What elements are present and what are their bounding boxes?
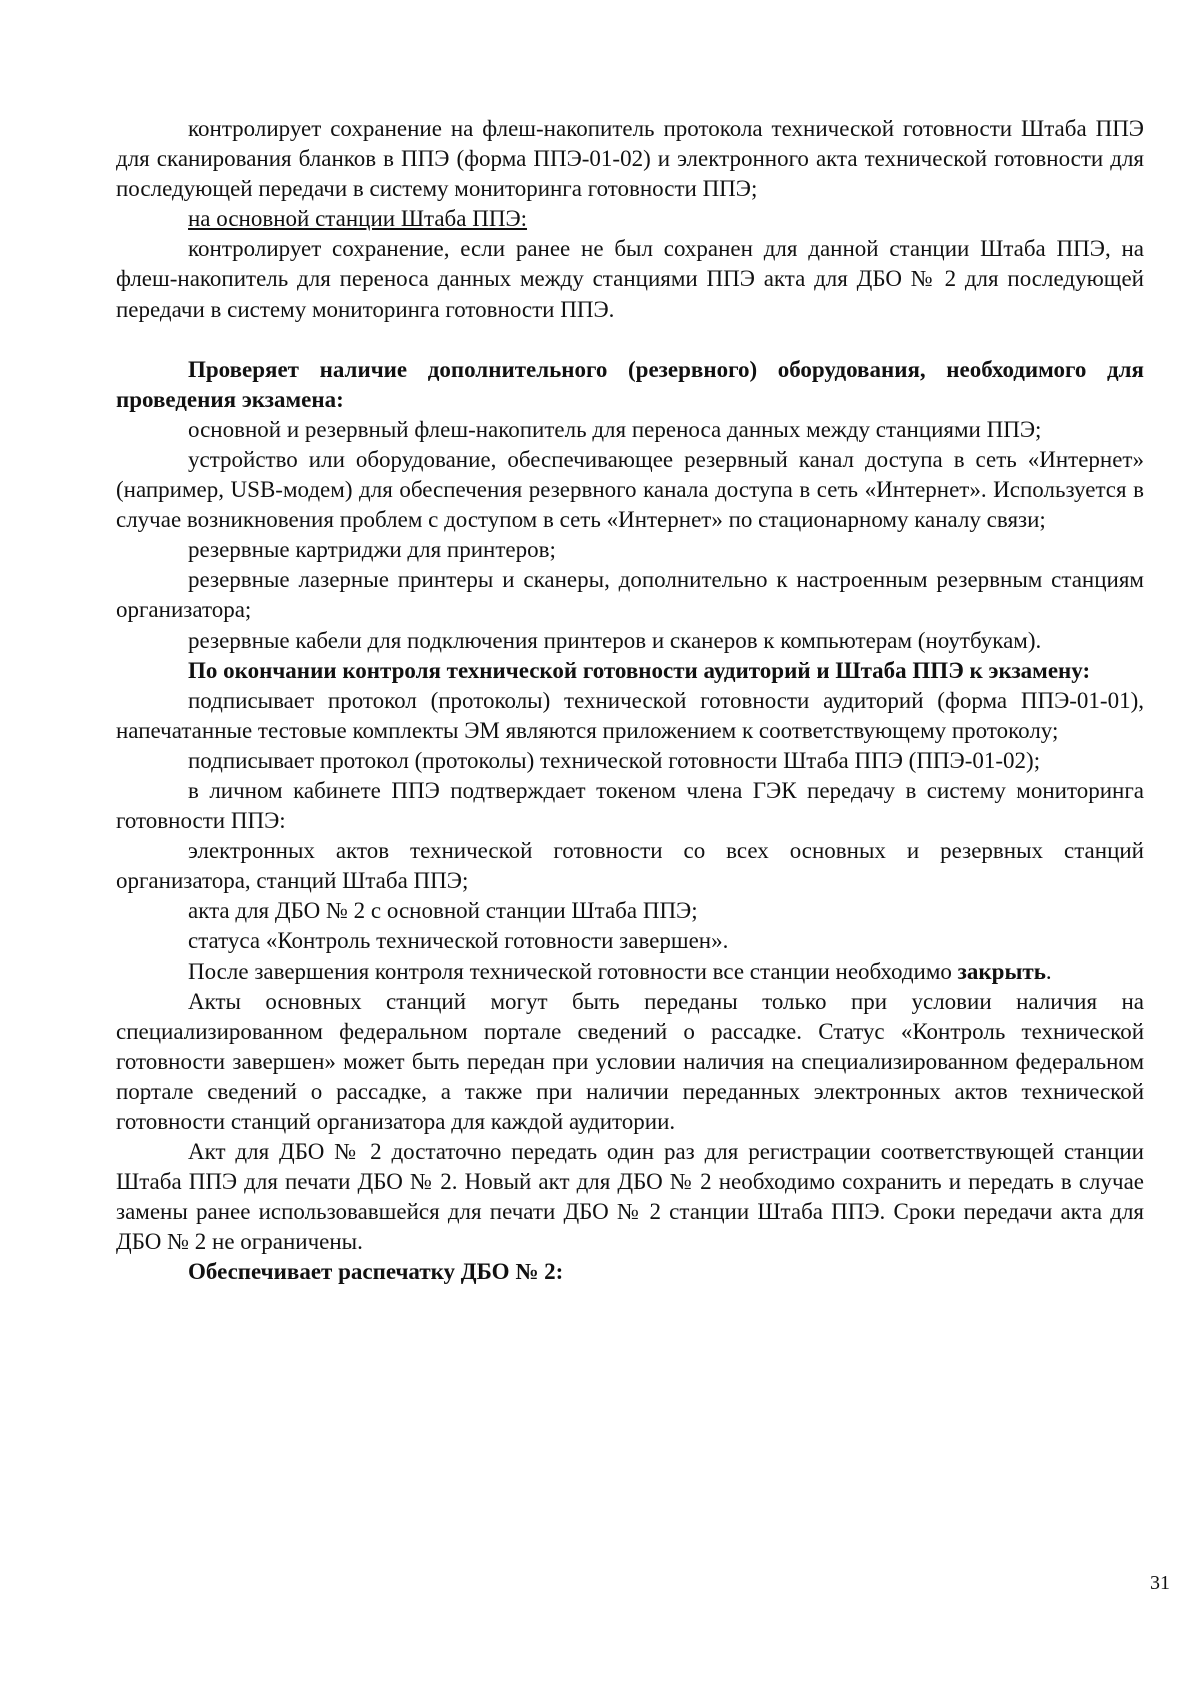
document-body <box>116 114 1144 1288</box>
paragraph: подписывает протокол (протоколы) технической готовности аудиторий (форма ППЭ-01-01), напечатанные тестовые комплекты ЭМ являются приложением к соответствующему протоколу; <box>116 687 1144 743</box>
paragraph: устройство или оборудование, обеспечивающее резервный канал доступа в сеть «Интернет» (например, USB-модем) для обеспечения резервного канала доступа в сеть «Интернет». Используется в случае возникновения проблем с доступом в сеть «Интернет» по стационарному каналу связи; <box>116 446 1144 533</box>
underlined-subheading: на основной станции Штаба ППЭ: <box>188 206 528 232</box>
paragraph: Акт для ДБО № 2 достаточно передать один раз для регистрации соответствующей станции Штаба ППЭ для печати ДБО № 2. Новый акт для ДБО № 2 необходимо сохранить и передать в случае замены ранее использовавшейся для печати ДБО № 2 станции Штаба ППЭ. Сроки передачи акта для ДБО № 2 не ограничены. <box>116 1139 1144 1255</box>
section-heading: Проверяет наличие дополнительного (резервного) оборудования, необходимого для проведения экзамена: <box>116 356 1144 412</box>
section-heading: Обеспечивает распечатку ДБО № 2: <box>188 1259 564 1285</box>
paragraph: основной и резервный флеш-накопитель для переноса данных между станциями ППЭ; <box>188 416 1042 442</box>
paragraph: акта для ДБО № 2 с основной станции Штаба ППЭ; <box>188 898 698 924</box>
spacer <box>116 325 1144 355</box>
paragraph: контролирует сохранение на флеш-накопитель протокола технической готовности Штаба ППЭ для сканирования бланков в ППЭ (форма ППЭ-01-02) и электронного акта технической готовности для последующей передачи в систему мониторинга готовности ППЭ; <box>116 116 1144 202</box>
paragraph: контролирует сохранение, если ранее не был сохранен для данной станции Штаба ППЭ, на флеш-накопитель для переноса данных между станциями ППЭ акта для ДБО № 2 для последующей передачи в систему мониторинга готовности ППЭ. <box>116 236 1144 322</box>
paragraph: подписывает протокол (протоколы) технической готовности Штаба ППЭ (ППЭ-01-02); <box>188 747 1041 773</box>
paragraph-end: . <box>1045 958 1052 984</box>
paragraph <box>116 957 1144 987</box>
paragraph-text: После завершения контроля технической готовности все станции необходимо <box>188 958 952 984</box>
emphasis-text: закрыть <box>957 958 1046 984</box>
paragraph: в личном кабинете ППЭ подтверждает токеном члена ГЭК передачу в систему мониторинга готовности ППЭ: <box>116 777 1144 834</box>
paragraph <box>116 204 1144 234</box>
paragraph: резервные лазерные принтеры и сканеры, дополнительно к настроенным резервным станциям организатора; <box>116 567 1144 623</box>
section-heading: По окончании контроля технической готовности аудиторий и Штаба ППЭ к экзамену: <box>188 657 1091 683</box>
paragraph: статуса «Контроль технической готовности завершен». <box>188 928 729 954</box>
paragraph: резервные картриджи для принтеров; <box>188 537 556 563</box>
paragraph: электронных актов технической готовности со всех основных и резервных станций организатора, станций Штаба ППЭ; <box>116 838 1144 894</box>
paragraph: Акты основных станций могут быть переданы только при условии наличия на специализированном федеральном портале сведений о рассадке. Статус «Контроль технической готовности завершен» может быть передан при условии наличия на специализированном федеральном портале сведений о рассадке, а также при наличии переданных электронных актов технической готовности станций организатора для каждой аудитории. <box>116 988 1144 1134</box>
page-number: 31 <box>1150 1572 1170 1594</box>
paragraph: резервные кабели для подключения принтеров и сканеров к компьютерам (ноутбукам). <box>188 627 1042 653</box>
